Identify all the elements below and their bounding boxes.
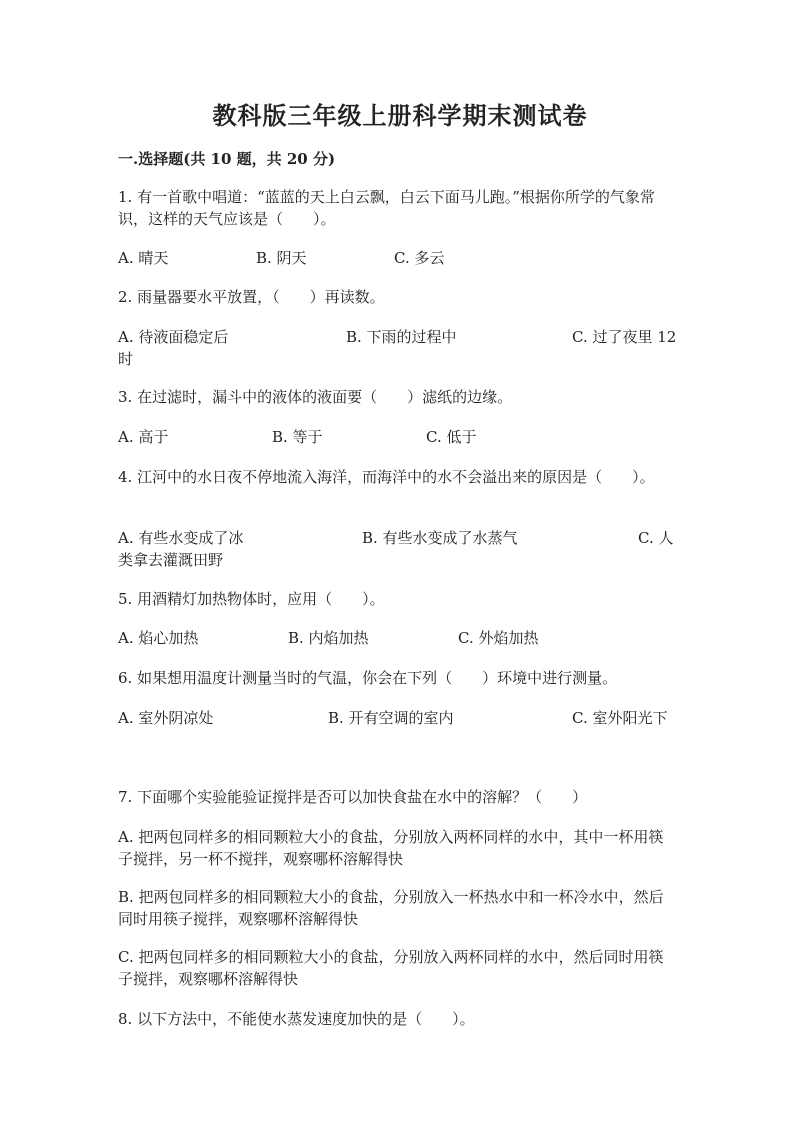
question-4: 4. 江河中的水日夜不停地流入海洋，而海洋中的水不会溢出来的原因是（ ）。 — [118, 468, 655, 486]
question-8: 8. 以下方法中，不能使水蒸发速度加快的是（ ）。 — [118, 1010, 475, 1028]
option-b[interactable]: B. 开有空调的室内 — [328, 709, 454, 727]
option-b[interactable]: B. 内焰加热 — [288, 629, 369, 647]
question-5-options — [118, 627, 678, 649]
question-2-options — [118, 326, 678, 370]
option-c[interactable]: C. 过了夜里 12 — [572, 328, 677, 346]
question-6-options — [118, 707, 678, 729]
question-4-options — [118, 527, 678, 571]
option-a[interactable]: A. 有些水变成了冰 — [118, 529, 244, 547]
option-a[interactable]: A. 待液面稳定后 — [118, 328, 229, 346]
option-a[interactable]: A. 把两包同样多的相同颗粒大小的食盐，分别放入两杯同样的水中，其中一杯用筷子搅拌，另一杯不搅拌，观察哪杯溶解得快 — [118, 828, 664, 868]
question-7: 7. 下面哪个实验能验证搅拌是否可以加快食盐在水中的溶解？（ ） — [118, 788, 588, 806]
question-3: 3. 在过滤时，漏斗中的液体的液面要（ ）滤纸的边缘。 — [118, 388, 513, 406]
option-a[interactable]: A. 焰心加热 — [118, 629, 199, 647]
question-3-options — [118, 426, 678, 448]
option-a[interactable]: A. 高于 — [118, 428, 169, 446]
option-b[interactable]: B. 阴天 — [256, 249, 307, 267]
option-c-continuation: 时 — [118, 350, 134, 368]
option-c[interactable]: C. 室外阳光下 — [572, 709, 668, 727]
question-5: 5. 用酒精灯加热物体时，应用（ ）。 — [118, 590, 385, 608]
question-1-options — [118, 247, 678, 269]
section-heading: 一.选择题(共 10 题，共 20 分) — [118, 150, 336, 168]
option-c[interactable]: C. 低于 — [426, 428, 477, 446]
option-b[interactable]: B. 下雨的过程中 — [346, 328, 457, 346]
page-title: 教科版三年级上册科学期末测试卷 — [212, 101, 588, 130]
option-c[interactable]: C. 多云 — [394, 249, 445, 267]
question-2: 2. 雨量器要水平放置，（ ）再读数。 — [118, 288, 385, 306]
option-c-continuation: 类拿去灌溉田野 — [118, 551, 224, 569]
question-1: 1. 有一首歌中唱道：“蓝蓝的天上白云飘，白云下面马儿跑。”根据你所学的气象常识，这样的天气应该是（ ）。 — [118, 188, 655, 228]
option-a[interactable]: A. 室外阴凉处 — [118, 709, 214, 727]
question-6: 6. 如果想用温度计测量当时的气温，你会在下列（ ）环境中进行测量。 — [118, 669, 618, 687]
option-b[interactable]: B. 把两包同样多的相同颗粒大小的食盐，分别放入一杯热水中和一杯冷水中，然后同时用筷子搅拌，观察哪杯溶解得快 — [118, 888, 664, 928]
option-b[interactable]: B. 有些水变成了水蒸气 — [362, 529, 518, 547]
option-b[interactable]: B. 等于 — [272, 428, 323, 446]
option-c[interactable]: C. 人 — [638, 529, 674, 547]
option-a[interactable]: A. 晴天 — [118, 249, 169, 267]
option-c[interactable]: C. 把两包同样多的相同颗粒大小的食盐，分别放入两杯同样的水中，然后同时用筷子搅拌，观察哪杯溶解得快 — [118, 948, 664, 988]
option-c[interactable]: C. 外焰加热 — [458, 629, 539, 647]
